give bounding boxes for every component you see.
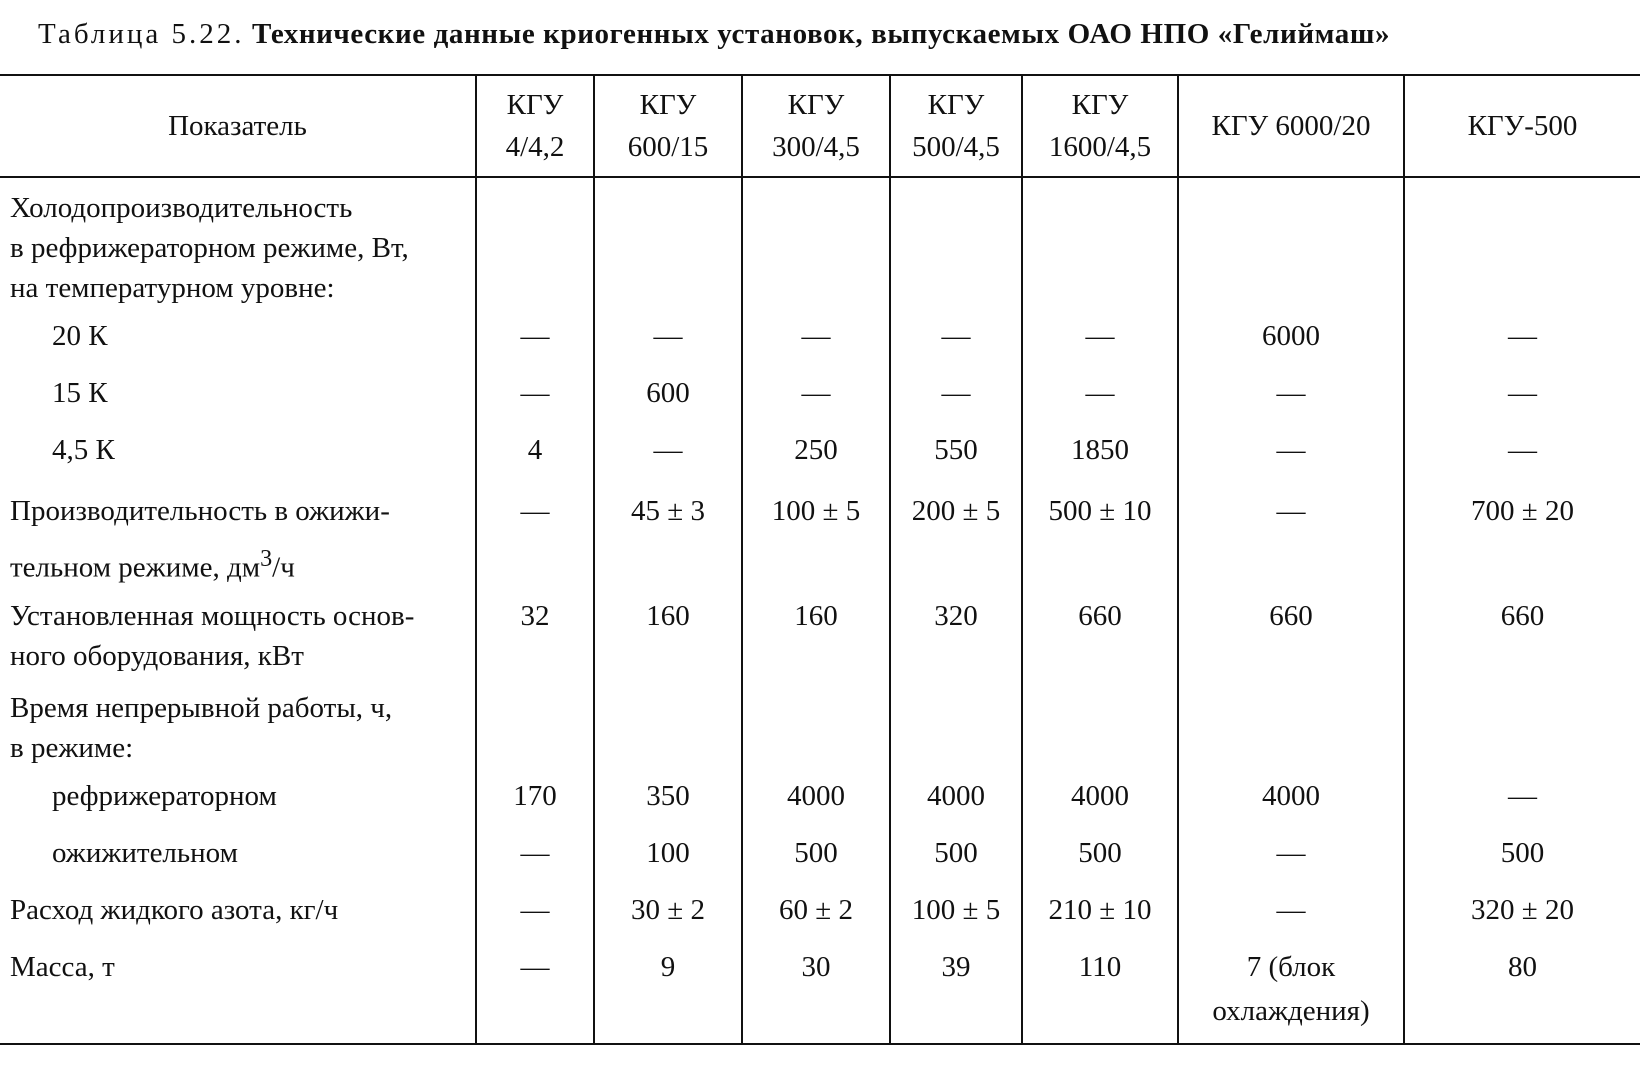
header-kgu-4-4-2 (476, 75, 594, 177)
cell: — (1178, 422, 1404, 479)
label-line: /ч (272, 551, 295, 584)
header-row (0, 75, 1640, 177)
header-kgu-1600-4-5 (1022, 75, 1178, 177)
cell: 30 ± 2 (594, 882, 742, 939)
table-row (0, 592, 1640, 676)
cell: — (1178, 882, 1404, 939)
cell: — (1404, 365, 1640, 422)
header-indicator: Показатель (0, 75, 476, 177)
cell (890, 177, 1022, 308)
header-kgu-500: КГУ-500 (1404, 75, 1640, 177)
cell: — (890, 308, 1022, 365)
header-line: 300/4,5 (772, 131, 860, 163)
header-line: КГУ (927, 88, 985, 121)
cell: — (890, 365, 1022, 422)
cell: 160 (594, 592, 742, 676)
header-line: КГУ (787, 88, 845, 121)
cell: 250 (742, 422, 890, 479)
label-line: Холодопроизводительность (10, 192, 353, 224)
cell: 39 (890, 939, 1022, 1044)
row-label: 20 К (52, 320, 108, 352)
table-row (0, 882, 1640, 939)
cell: — (1178, 825, 1404, 882)
header-line: 500/4,5 (912, 131, 1000, 163)
cell: — (1404, 422, 1640, 479)
row-label: Масса, т (0, 939, 476, 1044)
cell: — (476, 365, 594, 422)
cell: 500 (890, 825, 1022, 882)
cell: — (1404, 308, 1640, 365)
cell: 500 ± 10 (1022, 479, 1178, 592)
cell (1022, 177, 1178, 308)
cell: 4 (476, 422, 594, 479)
cell (1022, 676, 1178, 768)
cell: — (476, 308, 594, 365)
cell (1404, 676, 1640, 768)
cell: 80 (1404, 939, 1640, 1044)
cell: 500 (1022, 825, 1178, 882)
cell: — (1178, 365, 1404, 422)
cell (890, 676, 1022, 768)
table-row (0, 308, 1640, 365)
cell (594, 177, 742, 308)
caption-title: Технические данные криогенных установок, выпускаемых ОАО НПО «Гелиймаш» (251, 18, 1391, 50)
cell: 320 ± 20 (1404, 882, 1640, 939)
cell: — (476, 825, 594, 882)
cell: 100 ± 5 (890, 882, 1022, 939)
cell: 660 (1178, 592, 1404, 676)
label-line: Время непрерывной работы, ч, (10, 691, 393, 724)
label-line: в режиме: (10, 731, 134, 764)
cell: 100 (594, 825, 742, 882)
label-line: Производительность в ожижи- (10, 495, 390, 527)
row-label (0, 479, 476, 592)
cell: 4000 (1022, 768, 1178, 825)
table-row (0, 825, 1640, 882)
table-row (0, 365, 1640, 422)
cell: — (476, 882, 594, 939)
cell: 9 (594, 939, 742, 1044)
cell: 110 (1022, 939, 1178, 1044)
cell: 600 (594, 365, 742, 422)
table-row (0, 177, 1640, 308)
cell: 60 ± 2 (742, 882, 890, 939)
cell: 30 (742, 939, 890, 1044)
cell (1404, 177, 1640, 308)
cell (476, 177, 594, 308)
row-label: 4,5 К (52, 434, 115, 466)
cell: 200 ± 5 (890, 479, 1022, 592)
cell: 660 (1022, 592, 1178, 676)
cell (476, 676, 594, 768)
row-label: ожижительном (52, 836, 238, 869)
cell: — (1022, 365, 1178, 422)
cell: 320 (890, 592, 1022, 676)
cell: — (1404, 768, 1640, 825)
cell (1178, 939, 1404, 1044)
cell: 4000 (1178, 768, 1404, 825)
cell (742, 177, 890, 308)
cell: — (594, 308, 742, 365)
header-kgu-6000-20: КГУ 6000/20 (1178, 75, 1404, 177)
cell: 160 (742, 592, 890, 676)
cell: 660 (1404, 592, 1640, 676)
label-line: тельном режиме, дм (10, 551, 261, 584)
table-row (0, 676, 1640, 768)
unit-superscript: 3 (260, 545, 273, 572)
row-label (0, 177, 476, 308)
table-row (0, 422, 1640, 479)
row-label (0, 592, 476, 676)
row-label: Расход жидкого азота, кг/ч (10, 893, 339, 926)
cell: 32 (476, 592, 594, 676)
table-row (0, 479, 1640, 592)
cell: 6000 (1178, 308, 1404, 365)
cell: 170 (476, 768, 594, 825)
cell: 700 ± 20 (1404, 479, 1640, 592)
cell: — (1022, 308, 1178, 365)
cell: — (742, 365, 890, 422)
cell: 4000 (742, 768, 890, 825)
cell: 500 (1404, 825, 1640, 882)
cell: — (476, 939, 594, 1044)
cell: — (742, 308, 890, 365)
row-label (0, 676, 476, 768)
cell: 350 (594, 768, 742, 825)
table-row (0, 939, 1640, 1044)
table-row (0, 768, 1640, 825)
row-label: рефрижераторном (52, 779, 277, 812)
cell (1178, 676, 1404, 768)
label-line: в рефрижераторном режиме, Вт, (10, 232, 409, 264)
cell: 1850 (1022, 422, 1178, 479)
header-kgu-500-4-5 (890, 75, 1022, 177)
cell: 45 ± 3 (594, 479, 742, 592)
label-line: на температурном уровне: (10, 272, 335, 304)
header-kgu-300-4-5 (742, 75, 890, 177)
cell (742, 676, 890, 768)
cell: 550 (890, 422, 1022, 479)
table-caption (38, 18, 1390, 51)
label-line: ного оборудования, кВт (10, 639, 304, 672)
header-line: 4/4,2 (505, 131, 565, 163)
header-kgu-600-15 (594, 75, 742, 177)
cell (594, 676, 742, 768)
cell-line: охлаждения) (1212, 994, 1370, 1027)
row-label: 15 К (52, 377, 108, 409)
caption-prefix: Таблица 5.22. (38, 18, 245, 50)
cell: 100 ± 5 (742, 479, 890, 592)
label-line: Установленная мощность основ- (10, 599, 415, 632)
cell: — (476, 479, 594, 592)
cell: — (594, 422, 742, 479)
cell (1178, 177, 1404, 308)
header-line: КГУ (1071, 88, 1129, 121)
cell: 210 ± 10 (1022, 882, 1178, 939)
cell: — (1178, 479, 1404, 592)
header-line: КГУ (506, 88, 564, 121)
cell: 500 (742, 825, 890, 882)
cell: 4000 (890, 768, 1022, 825)
data-table (0, 74, 1640, 1045)
header-line: 1600/4,5 (1048, 131, 1152, 163)
cell-line: 7 (блок (1246, 950, 1336, 983)
header-line: КГУ (639, 88, 697, 121)
header-line: 600/15 (627, 131, 709, 163)
